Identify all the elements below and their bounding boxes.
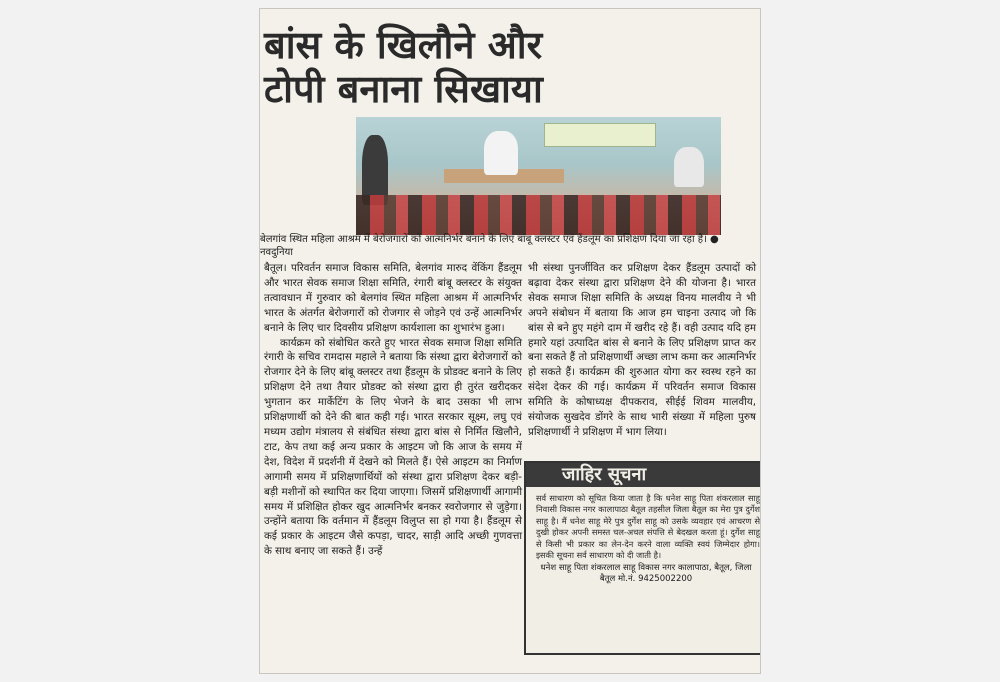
headline-line-1: बांस के खिलौने और <box>264 23 543 67</box>
article-paragraph: कार्यक्रम को संबोधित करते हुए भारत सेवक समाज शिक्षा समिति रंगारी के सचिव रामदास महाले ने बताया कि संस्था द्वारा बेरोजगारों को रोजगार देने के लिए बांबू क्लस्टर तथा हैंडलूम के प्रोडक्ट बनाने के लिए प्रशिक्षण देने तथा तैयार प्रोडक्ट को संस्था द्वारा ही तुरंत खरीदकर भुगतान कर मार्केटिंग के लिए भेजने के बाद उसका भी लाभ प्रशिक्षणार्थी को देने की बात कही गई। भारत सरकार सूक्ष्म, लघु एवं मध्यम उद्योग मंत्रालय से संबंधित संस्था द्वारा बांस से निर्मित खिलौने, टाट, केप तथा कई अन्य प्रकार के आइटम जो कि आज के समय में देश, विदेश में प्रदर्शनी में देखने को मिलते हैं। ऐसे आइटम का निर्माण आगामी समय में प्रशिक्षणार्थियों को संस्था द्वारा प्रशिक्षण देकर बड़ी-बड़ी मशीनों को स्थापित कर दिया जाएगा। जिसमें प्रशिक्षणार्थी आगामी समय में प्रशिक्षित होकर खुद आत्मनिर्भर बनकर स्वरोजगार से जुड़ेगा। उन्होंने बताया कि वर्तमान में हैंडलूम विलुप्त सा हो गया है। हैंडलूम से कई प्रकार के आइटम जैसे कपड़ा, चादर, साड़ी आदि अच्छी गुणवत्ता के साथ बनाए जा सकते हैं। उन्हें <box>264 336 522 558</box>
newspaper-clipping <box>259 8 761 674</box>
photo-person-speaker <box>484 131 518 175</box>
photo-audience <box>356 195 721 235</box>
headline-line-2: टोपी बनाना सिखाया <box>264 67 543 111</box>
headline <box>264 23 754 111</box>
photo-caption: बेलगांव स्थित महिला आश्रम में बेरोजगारों को आत्मनिर्भर बनाने के लिए बांबू क्लस्टर एवं हैंडलूम का प्रशिक्षण दिया जा रहा है। ● नवदुनिया <box>260 234 719 258</box>
article-column-2 <box>528 261 756 440</box>
article-paragraph: भी संस्था पुनर्जीवित कर प्रशिक्षण देकर हैंडलूम उत्पादों को बढ़ावा देकर संस्था द्वारा प्रशिक्षण देने की योजना है। भारत सेवक समाज शिक्षा समिति के अध्यक्ष विनय मालवीय ने भी अपने संबोधन में बताया कि आज हम चाइना उत्पाद जो कि बांस से बने हुए महंगे दाम में खरीद रहे हैं। वही उत्पाद यदि हम हमारे यहां उत्पादित बांस से बनाने के लिए प्रशिक्षण प्राप्त कर बना सकते हैं तो प्रशिक्षणार्थी अच्छा लाभ कमा कर आत्मनिर्भर हो सकते हैं। कार्यक्रम की शुरुआत योगा कर स्वस्थ रहने का संदेश देकर की गई। कार्यक्रम में परिवर्तन समाज विकास समिति के कोषाध्यक्ष दीपकराव, सीईई शिवम मालवीय, संयोजक सुखदेव डोंगरे के साथ भारी संख्या में महिला पुरुष प्रशिक्षणार्थी ने प्रशिक्षण में भाग लिया। <box>528 262 756 438</box>
news-photo <box>356 117 721 235</box>
photo-person-seated <box>674 147 704 187</box>
public-notice-box <box>524 461 761 655</box>
notice-body: सर्व साधारण को सूचित किया जाता है कि धनेश साहू पिता शंकरलाल साहू निवासी विकास नगर कालापाठा बैतूल तहसील जिला बैतूल का मेरा पुत्र दुर्गेश साहू है। मैं धनेश साहू मेरे पुत्र दुर्गेश साहू को उसके व्यवहार एवं आचरण से दुखी होकर अपनी समस्त चल-अचल संपत्ति से बेदखल करता हूं। दुर्गेश साहू से किसी भी प्रकार का लेन-देन करने वाला व्यक्ति स्वयं जिम्मेदार होगा। इसकी सूचना सर्व साधारण को दी जाती है। <box>536 493 760 561</box>
article-column-1 <box>264 261 522 559</box>
photo-banner <box>544 123 656 147</box>
notice-footer: धनेश साहू पिता शंकरलाल साहू विकास नगर कालापाठा, बैतूल, जिला बैतूल मो.नं. 9425002200 <box>540 563 752 585</box>
article-paragraph: बैतूल। परिवर्तन समाज विकास समिति, बेलगांव मारुद वेंकिंग हैंडलूम और भारत सेवक समाज शिक्षा समिति, रंगारी बांबू क्लस्टर के संयुक्त तत्वावधान में गुरुवार को बेलगांव स्थित महिला आश्रम में आत्मनिर्भर भारत के अंतर्गत बेरोजगारों को रोजगार से जोड़ने एवं उन्हें आत्मनिर्भर बनाने के लिए चार दिवसीय प्रशिक्षण कार्यशाला का शुभारंभ हुआ। <box>264 262 522 334</box>
notice-title: जाहिर सूचना <box>526 463 761 487</box>
